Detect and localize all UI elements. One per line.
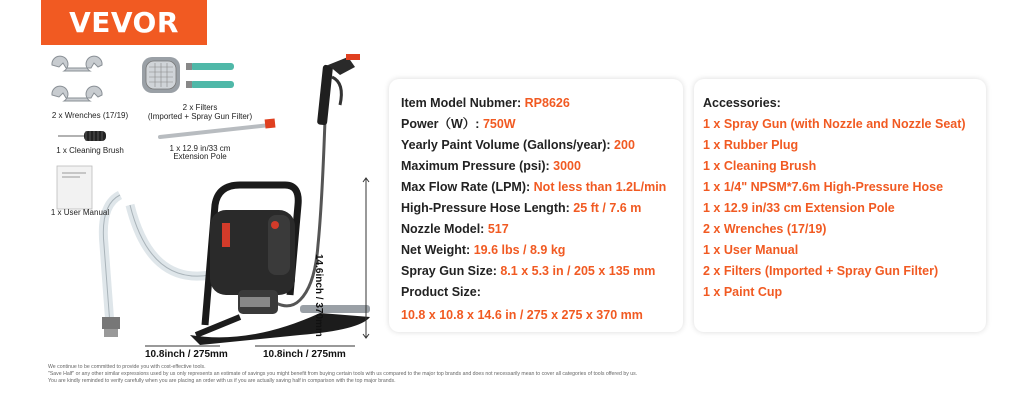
spec-row-flow-rate bbox=[401, 177, 683, 198]
spec-key: Yearly Paint Volume (Gallons/year): bbox=[401, 138, 615, 152]
spec-row-max-pressure bbox=[401, 156, 683, 177]
spec-value: 200 bbox=[614, 138, 635, 152]
width-right-dimension-label: 10.8inch / 275mm bbox=[263, 349, 346, 360]
spec-value: 10.8 x 10.8 x 14.6 in / 275 x 275 x 370 mm bbox=[401, 308, 643, 322]
accessory-item: 1 x 12.9 in/33 cm Extension Pole bbox=[703, 201, 895, 215]
spec-key: Max Flow Rate (LPM): bbox=[401, 180, 534, 194]
manual-label: 1 x User Manual bbox=[50, 208, 110, 217]
spec-value: Not less than 1.2L/min bbox=[533, 180, 667, 194]
accessory-item: 1 x Paint Cup bbox=[703, 285, 783, 299]
accessory-illustrations bbox=[0, 45, 380, 395]
pole-label-detail: Extension Pole bbox=[173, 152, 227, 161]
brush-label: 1 x Cleaning Brush bbox=[56, 146, 124, 155]
spec-value: 25 ft / 7.6 m bbox=[573, 201, 642, 215]
spec-key: Power（W）: bbox=[401, 117, 483, 131]
filter-disc-icon bbox=[142, 57, 180, 93]
spray-gun-icon bbox=[317, 54, 360, 125]
cleaning-brush-icon bbox=[58, 131, 106, 141]
accessory-item: 1 x Rubber Plug bbox=[703, 138, 799, 152]
spec-key: Nozzle Model: bbox=[401, 222, 488, 236]
brand-logo: VEVOR bbox=[41, 0, 207, 45]
width-left-dimension-label: 10.8inch / 275mm bbox=[145, 349, 228, 360]
accessory-item: 2 x Wrenches (17/19) bbox=[703, 222, 827, 236]
spec-value: 8.1 x 5.3 in / 205 x 135 mm bbox=[500, 264, 656, 278]
spec-value: 517 bbox=[487, 222, 509, 236]
footnote: You are kindly reminded to verify carefully when you are placing an order with us if you are actually saving half in comparison with the top major brands. bbox=[48, 378, 396, 384]
spec-value: RP8626 bbox=[524, 96, 570, 110]
accessories-card bbox=[694, 79, 986, 332]
spec-key: Spray Gun Size: bbox=[401, 264, 501, 278]
spec-row-product-size-value bbox=[401, 305, 683, 326]
spec-row-hose-length bbox=[401, 198, 683, 219]
spec-value: 19.6 lbs / 8.9 kg bbox=[473, 243, 566, 257]
spec-row-power bbox=[401, 114, 683, 135]
footnote: "Save Half" or any other similar expressions used by us only represents an estimate of savings you might benefit from buying certain tools with us compared to the major top brands and does not necessarily mean to cover all categories of tools offered by us. bbox=[48, 371, 638, 377]
accessory-item: 1 x Spray Gun (with Nozzle and Nozzle Seat) bbox=[703, 117, 966, 131]
spec-value: 750W bbox=[482, 117, 516, 131]
filters-label: 2 x Filters bbox=[182, 103, 218, 112]
wrench-icon bbox=[52, 56, 102, 101]
spec-key: Item Model Nubmer: bbox=[401, 96, 525, 110]
user-manual-icon bbox=[57, 166, 92, 209]
paint-sprayer-machine-icon bbox=[190, 185, 370, 345]
spec-key: Product Size: bbox=[401, 285, 481, 299]
spec-row-nozzle bbox=[401, 219, 683, 240]
accessories-heading: Accessories: bbox=[703, 96, 781, 110]
height-dimension-label: 14.6inch / 370mm bbox=[313, 254, 324, 337]
filters-label-detail: (Imported + Spray Gun Filter) bbox=[147, 112, 253, 121]
accessory-item: 1 x User Manual bbox=[703, 243, 799, 257]
spec-row-model bbox=[401, 93, 683, 114]
spec-row-product-size bbox=[401, 282, 683, 303]
spec-value: 3000 bbox=[553, 159, 581, 173]
specifications-card bbox=[389, 79, 683, 332]
spec-key: Maximum Pressure (psi): bbox=[401, 159, 554, 173]
tube-filter-icon bbox=[186, 63, 234, 88]
spec-row-gun-size bbox=[401, 261, 683, 282]
accessory-item: 1 x Cleaning Brush bbox=[703, 159, 817, 173]
accessory-item: 2 x Filters (Imported + Spray Gun Filter) bbox=[703, 264, 939, 278]
spec-key: High-Pressure Hose Length: bbox=[401, 201, 574, 215]
footnote: We continue to be committed to provide you with cost-effective tools. bbox=[48, 364, 206, 370]
spec-key: Net Weight: bbox=[401, 243, 474, 257]
accessory-item: 1 x 1/4" NPSM*7.6m High-Pressure Hose bbox=[703, 180, 944, 194]
wrenches-label: 2 x Wrenches (17/19) bbox=[51, 111, 129, 120]
spec-row-paint-volume bbox=[401, 135, 683, 156]
spec-row-weight bbox=[401, 240, 683, 261]
pole-label: 1 x 12.9 in/33 cm bbox=[169, 144, 231, 153]
